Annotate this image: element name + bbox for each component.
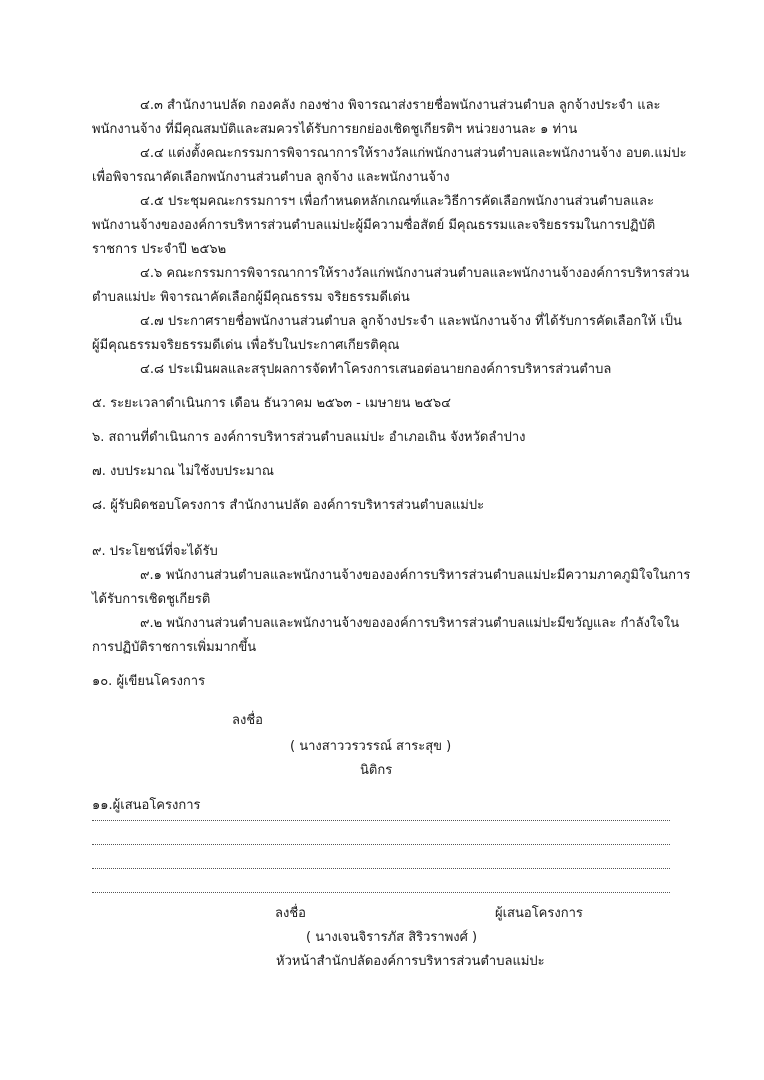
proposer-sign-label: ลงชื่อ — [275, 906, 306, 921]
dotted-line-4 — [92, 890, 670, 893]
item-4-6-line2: ตำบลแม่ปะ พิจารณาคัดเลือกผู้มีคุณธรรม จริยธรรมดีเด่น — [92, 290, 410, 305]
item-4-4-line2: เพื่อพิจารณาคัดเลือกพนักงานส่วนตำบล ลูกจ้าง และพนักงานจ้าง — [92, 170, 450, 185]
dotted-line-3 — [92, 866, 670, 869]
author-sign-label: ลงชื่อ — [232, 713, 263, 728]
dotted-line-1 — [92, 818, 670, 821]
section-9-title: ๙. ประโยชน์ที่จะได้รับ — [92, 544, 218, 559]
item-9-2-line2: การปฏิบัติราชการเพิ่มมากขึ้น — [92, 640, 257, 655]
item-4-4-line1: ๔.๔ แต่งตั้งคณะกรรมการพิจารณาการให้รางวัลแก่พนักงานส่วนตำบลและพนักงานจ้าง อบต.แม่ปะ — [140, 146, 687, 161]
dotted-line-2 — [92, 842, 670, 845]
section-5: ๕. ระยะเวลาดำเนินการ เดือน ธันวาคม ๒๕๖๓ - เมษายน ๒๕๖๔ — [92, 396, 451, 411]
proposer-position: หัวหน้าสำนักปลัดองค์การบริหารส่วนตำบลแม่ปะ — [276, 954, 545, 969]
item-4-8-line1: ๔.๘ ประเมินผลและสรุปผลการจัดทำโครงการเสนอต่อนายกองค์การบริหารส่วนตำบล — [140, 362, 612, 377]
section-10-title: ๑๐. ผู้เขียนโครงการ — [92, 674, 206, 689]
proposer-name: ( นางเจนจิรารภัส สิริวราพงศ์ ) — [306, 930, 478, 945]
item-4-6-line1: ๔.๖ คณะกรรมการพิจารณาการให้รางวัลแก่พนักงานส่วนตำบลและพนักงานจ้างองค์การบริหารส่วน — [140, 266, 690, 281]
item-9-2-line1: ๙.๒ พนักงานส่วนตำบลและพนักงานจ้างขององค์การบริหารส่วนตำบลแม่ปะมีขวัญและ กำลังใจใน — [140, 616, 680, 631]
item-4-5-line1: ๔.๕ ประชุมคณะกรรมการฯ เพื่อกำหนดหลักเกณฑ์และวิธีการคัดเลือกพนักงานส่วนตำบลและ — [140, 194, 654, 209]
proposer-role: ผู้เสนอโครงการ — [495, 906, 583, 921]
item-9-1-line2: ได้รับการเชิดชูเกียรติ — [92, 592, 211, 607]
item-4-3-line2: พนักงานจ้าง ที่มีคุณสมบัติและสมควรได้รับการยกย่องเชิดชูเกียรติฯ หน่วยงานละ ๑ ท่าน — [92, 122, 578, 137]
item-4-7-line2: ผู้มีคุณธรรมจริยธรรมดีเด่น เพื่อรับในประกาศเกียรติคุณ — [92, 338, 400, 353]
section-8: ๘. ผู้รับผิดชอบโครงการ สำนักงานปลัด องค์การบริหารส่วนตำบลแม่ปะ — [92, 498, 485, 513]
item-4-5-line2: พนักงานจ้างขององค์การบริหารส่วนตำบลแม่ปะผู้มีความซื่อสัตย์ มีคุณธรรมและจริยธรรมในการปฏิบัติ — [92, 218, 656, 233]
item-4-7-line1: ๔.๗ ประกาศรายชื่อพนักงานส่วนตำบล ลูกจ้างประจำ และพนักงานจ้าง ที่ได้รับการคัดเลือกให้ เป็น — [140, 314, 682, 329]
section-6: ๖. สถานที่ดำเนินการ องค์การบริหารส่วนตำบลแม่ปะ อำเภอเถิน จังหวัดลำปาง — [92, 430, 526, 445]
section-7: ๗. งบประมาณ ไม่ใช้งบประมาณ — [92, 464, 274, 479]
author-name: ( นางสาววรวรรณ์ สาระสุข ) — [290, 739, 452, 754]
author-position: นิติกร — [360, 763, 393, 778]
section-11-title: ๑๑.ผู้เสนอโครงการ — [92, 798, 201, 813]
item-9-1-line1: ๙.๑ พนักงานส่วนตำบลและพนักงานจ้างขององค์การบริหารส่วนตำบลแม่ปะมีความภาคภูมิใจในการ — [140, 568, 691, 583]
item-4-3-line1: ๔.๓ สำนักงานปลัด กองคลัง กองช่าง พิจารณาส่งรายชื่อพนักงานส่วนตำบล ลูกจ้างประจำ และ — [140, 98, 661, 113]
item-4-5-line3: ราชการ ประจำปี ๒๕๖๒ — [92, 242, 227, 257]
